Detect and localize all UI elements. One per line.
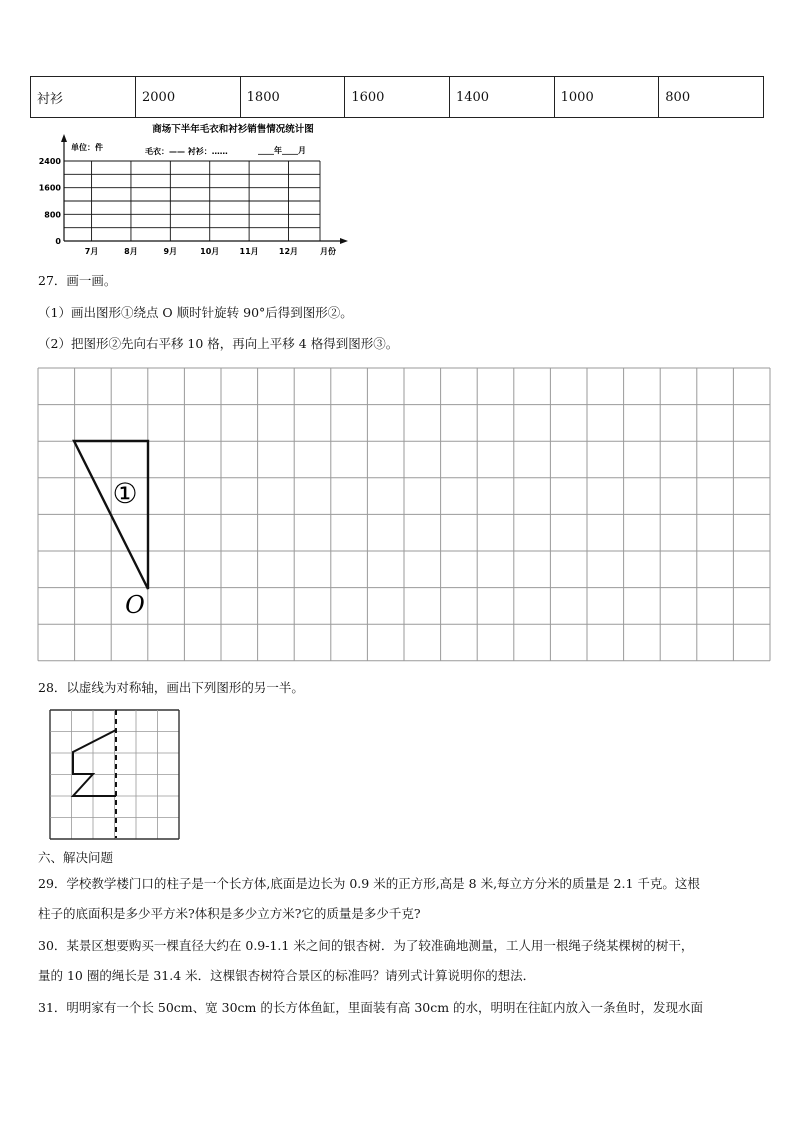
table-cell: 1400 <box>449 77 554 118</box>
chart-y-tick-label: 800 <box>44 210 61 220</box>
q28-title: 28．以虚线为对称轴，画出下列图形的另一半。 <box>38 680 304 695</box>
chart-x-tick-label: 10月 <box>200 247 220 256</box>
chart-y-tick-label: 0 <box>55 237 61 246</box>
q29-line2: 柱子的底面积是多少平方米?体积是多少立方米?它的质量是多少千克? <box>38 906 421 921</box>
grid-lines <box>50 710 179 839</box>
chart-x-tick-label: 9月 <box>163 247 178 256</box>
chart-title: 商场下半年毛衣和衬衫销售情况统计图 <box>152 124 314 135</box>
chart-grid <box>64 161 320 241</box>
table-cell: 1000 <box>554 77 659 118</box>
point-o-label: O <box>125 591 145 619</box>
chart-x-tick-label: 8月 <box>124 247 138 256</box>
chart-x-tick-label: 7月 <box>84 247 99 256</box>
chart-x-tick-label: 12月 <box>278 247 299 256</box>
table-cell: 2000 <box>136 77 241 118</box>
table-cell: 1600 <box>345 77 450 118</box>
table-row <box>31 77 764 118</box>
q27-sub2: （2）把图形②先向右平移 10 格，再向上平移 4 格得到图形③。 <box>38 336 399 351</box>
q29-line1: 29．学校教学楼门口的柱子是一个长方体,底面是边长为 0.9 米的正方形,高是 8 米,每立方分米的质量是 2.1 千克。这根 <box>38 876 700 891</box>
chart-x-unit: 月份 <box>320 247 336 256</box>
table-cell: 衬衫 <box>31 77 136 118</box>
q31-line1: 31．明明家有一个长 50cm、宽 30cm 的长方体鱼缸，里面装有高 30cm 的水，明明在往缸内放入一条鱼时，发现水面 <box>38 1000 704 1015</box>
chart-legend: 毛衣：—— 衬衫：…… <box>145 147 228 156</box>
table-cell: 1800 <box>240 77 345 118</box>
chart-y-tick-label: 1600 <box>38 183 61 193</box>
symmetry-grid <box>48 708 182 840</box>
chart-unit-label: 单位：件 <box>71 143 103 152</box>
chart-y-tick-label: 2400 <box>38 157 61 166</box>
q27-sub1: （1）画出图形①绕点 O 顺时针旋转 90°后得到图形②。 <box>38 305 353 320</box>
section-title: 六、解决问题 <box>38 850 114 865</box>
half-figure <box>73 730 116 796</box>
chart-date-label: ____年____月 <box>258 146 306 155</box>
q30-line1: 30．某景区想要购买一棵直径大约在 0.9-1.1 米之间的银杏树．为了较准确地测量，工人用一根绳子绕某棵树的树干， <box>38 938 694 953</box>
sales-chart <box>30 118 360 260</box>
figure-one-label: ① <box>112 477 138 510</box>
chart-x-tick-label: 11月 <box>239 247 259 256</box>
q27-title: 27．画一画。 <box>38 273 117 288</box>
sales-table <box>30 76 764 118</box>
chart-x-ticks <box>85 247 298 256</box>
table-cell: 800 <box>659 77 764 118</box>
grid-paper <box>36 367 772 663</box>
q30-line2: 量的 10 圈的绳长是 31.4 米．这棵银杏树符合景区的标准吗？请列式计算说明你的想法． <box>38 968 536 983</box>
chart-y-ticks <box>39 157 62 246</box>
